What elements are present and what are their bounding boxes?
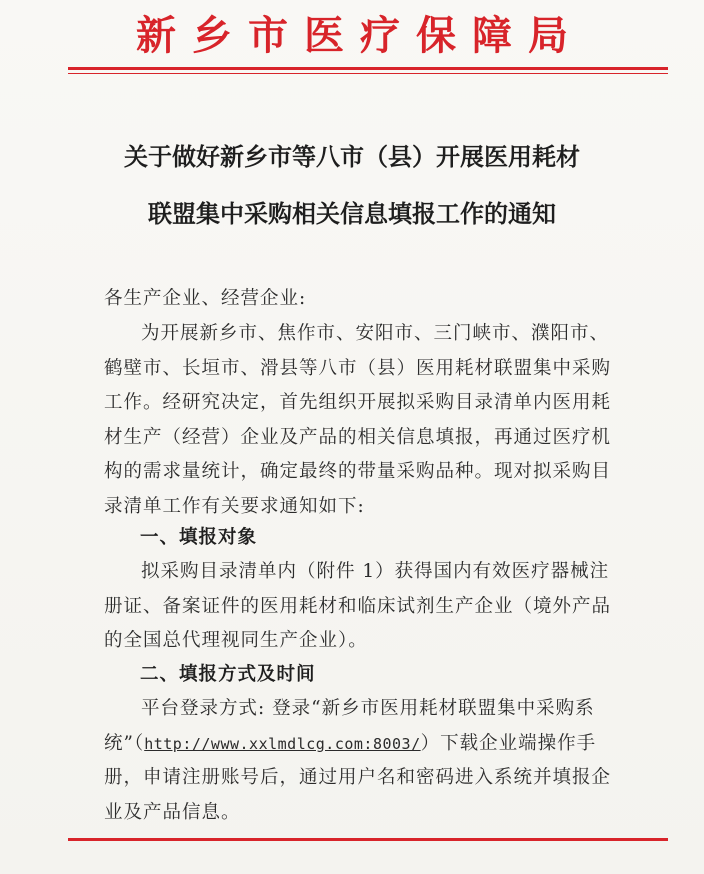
section-2-heading: 二、填报方式及时间 [140, 664, 316, 685]
intro-line: 鹤壁市、长垣市、滑县等八市（县）医用耗材联盟集中采购 [104, 357, 612, 379]
system-url-link[interactable]: http://www.xxlmdlcg.com:8003/ [144, 734, 421, 753]
section-1-paragraph [104, 555, 624, 659]
footer-rule [68, 838, 668, 841]
document-title-line-2: 联盟集中采购相关信息填报工作的通知 [148, 199, 556, 228]
letterhead-rule-top-thin [68, 73, 668, 74]
agency-letterhead: 新乡市医疗保障局 [136, 12, 584, 59]
intro-paragraph [104, 317, 624, 525]
intro-line: 为开展新乡市、焦作市、安阳市、三门峡市、濮阳市、 [141, 323, 610, 344]
letterhead-rule-top [68, 67, 668, 70]
section-2-line: 平台登录方式: 登录“新乡市医用耗材联盟集中采购系 [141, 698, 595, 719]
salutation [104, 282, 624, 317]
document-title-line-1: 关于做好新乡市等八市（县）开展医用耗材 [124, 142, 580, 171]
section-2-paragraph [104, 692, 624, 830]
intro-line: 工作。经研究决定，首先组织开展拟采购目录清单内医用耗 [104, 392, 612, 414]
section-2-line-prefix: 统”（ [104, 732, 145, 754]
section-1-heading: 一、填报对象 [140, 527, 258, 548]
section-2-line-suffix: ）下载企业端操作手 [420, 732, 597, 754]
section-1-line: 拟采购目录清单内（附件 1）获得国内有效医疗器械注 [141, 561, 610, 582]
intro-line: 构的需求量统计，确定最终的带量采购品种。现对拟采购目 [104, 461, 612, 483]
section-1-line: 册证、备案证件的医用耗材和临床试剂生产企业（境外产品 [104, 595, 612, 617]
section-2-line [104, 727, 624, 762]
salutation-text: 各生产企业、经营企业: [104, 288, 307, 309]
section-2-line: 业及产品信息。 [104, 801, 241, 823]
section-2-line: 册，申请注册账号后，通过用户名和密码进入系统并填报企 [104, 767, 612, 789]
intro-line: 录清单工作有关要求通知如下: [104, 495, 365, 517]
section-1-line: 的全国总代理视同生产企业）。 [104, 630, 368, 652]
intro-line: 材生产（经营）企业及产品的相关信息填报，再通过医疗机 [104, 426, 612, 448]
